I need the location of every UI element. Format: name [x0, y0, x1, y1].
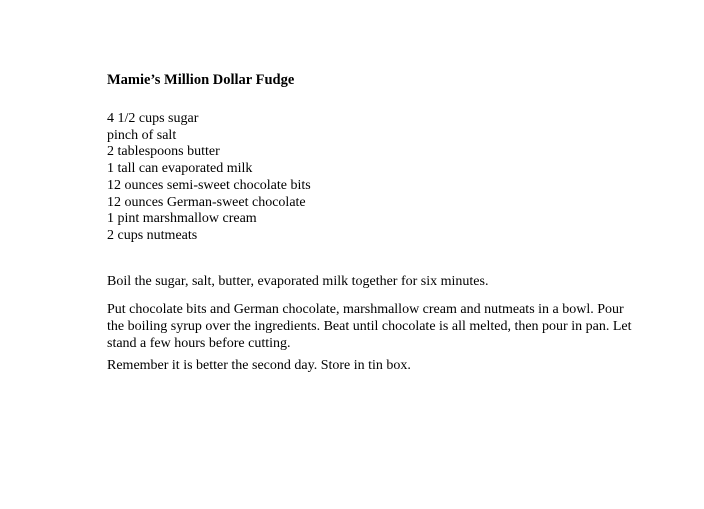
ingredient-list [107, 111, 637, 245]
instruction-paragraph: Put chocolate bits and German chocolate, marshmallow cream and nutmeats in a bowl. Pour the boiling syrup over the ingredients. Beat until chocolate is all melted, then pour in pan. Let stand a few hours before cutting. [107, 301, 632, 351]
ingredient-item: 12 ounces German-sweet chocolate [107, 194, 306, 210]
recipe-document [107, 72, 637, 374]
instruction-paragraph: Boil the sugar, salt, butter, evaporated milk together for six minutes. [107, 273, 489, 289]
recipe-title: Mamie’s Million Dollar Fudge [107, 72, 295, 88]
ingredient-item: 1 tall can evaporated milk [107, 161, 253, 177]
ingredient-item: 12 ounces semi-sweet chocolate bits [107, 177, 311, 193]
ingredient-item: 4 1/2 cups sugar [107, 111, 199, 126]
ingredient-item: 2 cups nutmeats [107, 227, 198, 243]
instruction-paragraph: Remember it is better the second day. Store in tin box. [107, 357, 411, 373]
ingredient-item: pinch of salt [107, 127, 177, 143]
ingredient-item: 2 tablespoons butter [107, 144, 220, 160]
ingredient-item: 1 pint marshmallow cream [107, 211, 257, 227]
